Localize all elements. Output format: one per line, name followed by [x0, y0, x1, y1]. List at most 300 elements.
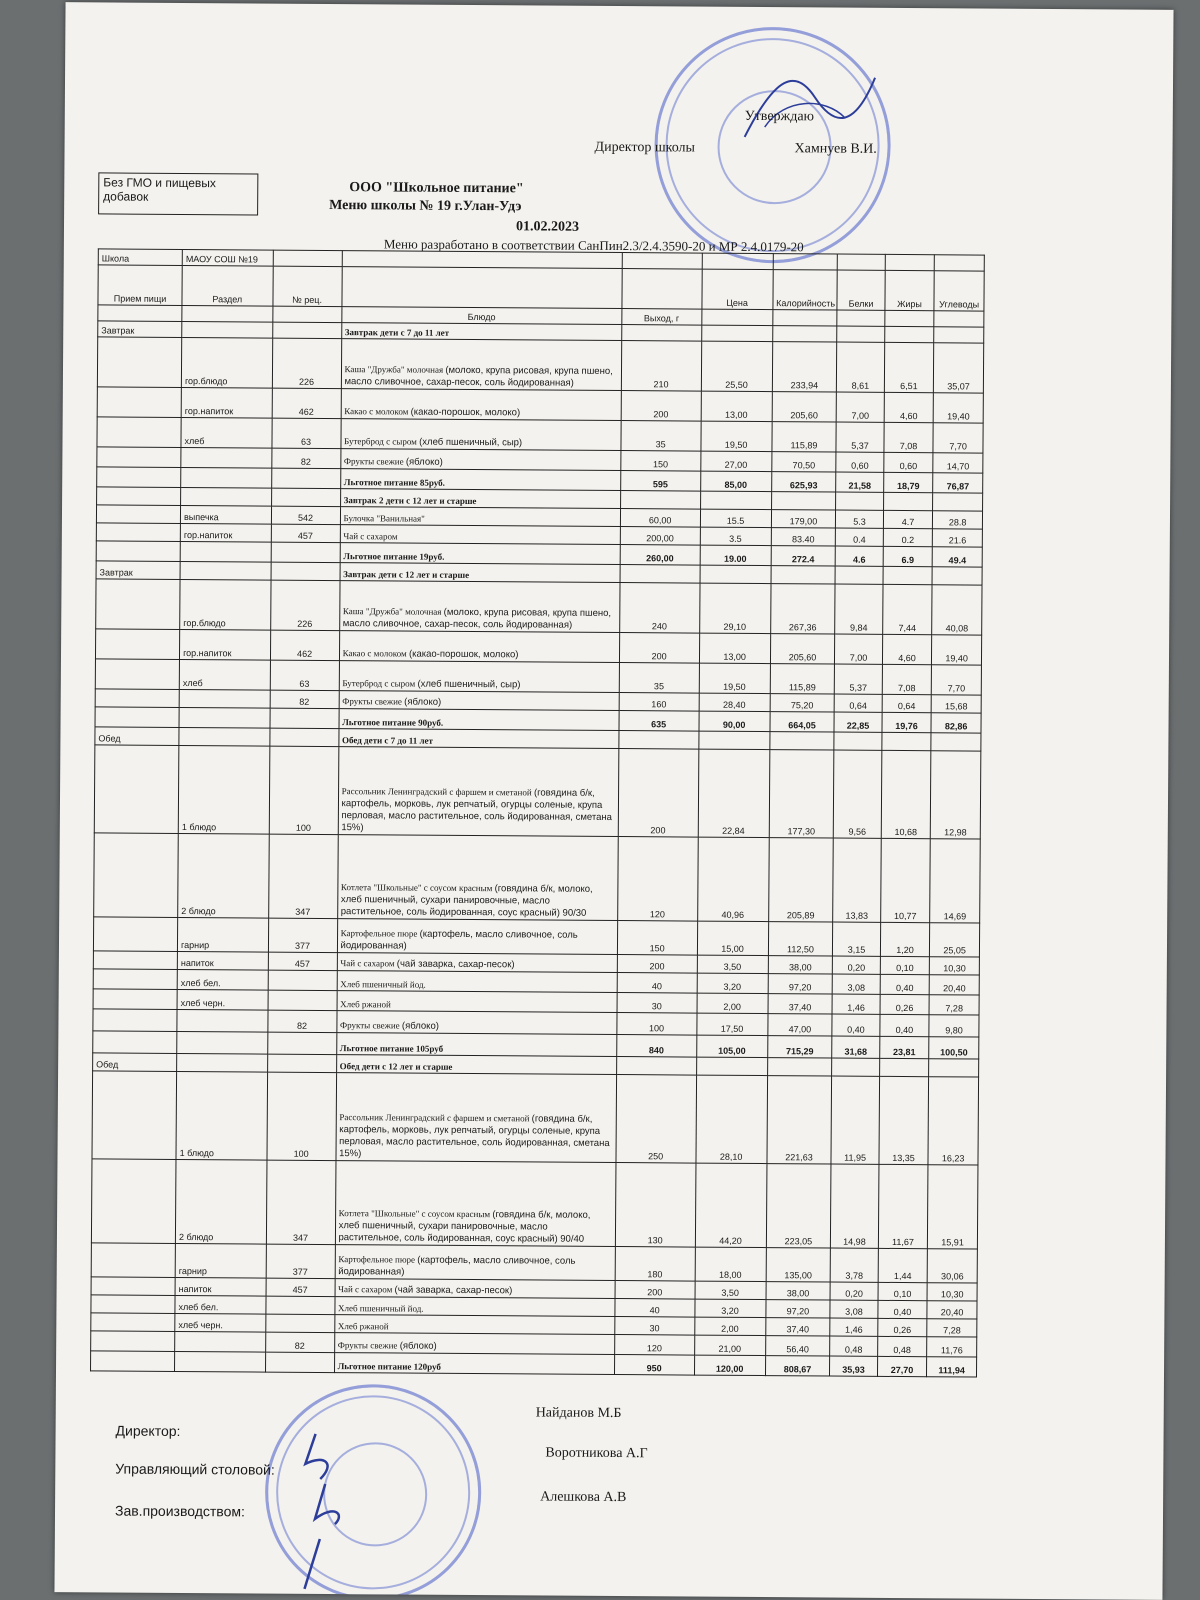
table-row — [96, 579, 982, 635]
cell-yield: 260,00 — [620, 545, 700, 566]
cell-carbs — [934, 327, 984, 343]
cell-price: 40,96 — [697, 837, 769, 921]
cell-yield: 840 — [617, 1035, 697, 1058]
cell-dish — [341, 339, 622, 391]
cell-fat: 0,64 — [882, 694, 932, 712]
sig-production-role: Зав.производством: — [114, 1502, 245, 1520]
cell-carbs: 9,80 — [929, 1015, 979, 1037]
cell-meal: Обед — [95, 727, 179, 746]
cell-protein: 11,95 — [831, 1076, 879, 1164]
cell-fat: 13,35 — [879, 1076, 929, 1164]
dish-composition: (картофель, масло сливочное, соль йодированная) — [340, 928, 578, 952]
cell-fat: 0,10 — [880, 956, 930, 974]
header-kcal: Калорийность — [773, 270, 838, 310]
cell-fat: 0,60 — [884, 452, 934, 472]
cell-fat: 7,08 — [884, 422, 934, 452]
cell-protein — [834, 732, 882, 750]
cell-recipe — [268, 990, 337, 1010]
cell-dish — [339, 631, 619, 663]
cell-meal — [93, 969, 177, 990]
cell-kcal: 221,63 — [767, 1076, 832, 1164]
cell-carbs: 10,30 — [927, 1283, 977, 1301]
cell-price: 29,10 — [699, 583, 770, 633]
cell-fat: 0,26 — [878, 1318, 928, 1336]
cell-protein: 3,08 — [832, 974, 880, 994]
dish-name: Чай с сахаром — [338, 1284, 393, 1295]
cell-meal — [93, 951, 177, 970]
cell-recipe: 462 — [272, 388, 341, 418]
cell-section: хлеб бел. — [177, 969, 268, 990]
cell-protein: 0,64 — [834, 694, 882, 712]
header-meal: Прием пищи — [98, 265, 182, 306]
header-section: Раздел — [182, 265, 273, 306]
cell-section: гор.блюдо — [180, 579, 271, 630]
cell-carbs: 15,91 — [928, 1165, 978, 1249]
cell-section — [179, 689, 270, 708]
cell-fat: 10,68 — [881, 750, 931, 838]
cell-yield: 160 — [619, 693, 699, 712]
cell-yield: 200,00 — [620, 527, 700, 546]
sig-canteen-name: Воротникова А.Г — [545, 1445, 648, 1462]
dish-composition: (молоко, крупа рисовая, крупа пшено, масло сливочное, сахар-песок, соль йодированная) — [344, 364, 613, 389]
cell-fat: 6.9 — [883, 546, 933, 566]
cell-carbs: 14,69 — [930, 839, 980, 923]
approval-line: Утверждаю — [744, 108, 815, 125]
cell-meal — [93, 1031, 177, 1054]
cell-section — [180, 561, 271, 580]
cell-dish — [340, 489, 620, 509]
cell-price: 2,00 — [694, 1317, 765, 1335]
cell-kcal: 179,00 — [771, 510, 836, 528]
cell-price: 28,10 — [696, 1075, 768, 1163]
cell-protein: 13,83 — [833, 838, 881, 922]
header-dish: Блюдо — [341, 307, 621, 325]
cell-price — [698, 731, 769, 749]
table-row — [91, 1159, 978, 1249]
cell-recipe — [265, 1314, 334, 1332]
approval-director-name: Хамнуев В.И. — [794, 141, 877, 157]
cell-section: напиток — [175, 1277, 266, 1296]
cell-kcal: 47,00 — [768, 1014, 833, 1036]
cell-protein: 21,58 — [836, 472, 884, 492]
dish-name: Льготное питание 120руб — [337, 1361, 442, 1372]
cell-dish — [340, 525, 620, 545]
cell-recipe: 226 — [270, 580, 339, 630]
header-row — [98, 265, 984, 311]
sig-canteen-role: Управляющий столовой: — [115, 1460, 275, 1478]
cell-meal — [95, 707, 179, 728]
cell-price: 44,20 — [695, 1163, 767, 1247]
cell-price: 25,50 — [701, 341, 772, 391]
cell-kcal: 664,05 — [770, 712, 835, 732]
cell-carbs: 35,07 — [934, 343, 984, 393]
cell-yield: 250 — [616, 1075, 696, 1164]
cell-protein: 3,08 — [830, 1300, 878, 1318]
cell-meal — [91, 1277, 175, 1296]
cell-fat: 7,44 — [882, 584, 932, 634]
cell-meal — [91, 1313, 175, 1332]
cell-kcal: 808,67 — [765, 1356, 830, 1376]
cell-recipe — [271, 562, 340, 580]
cell-price: 2,00 — [697, 993, 768, 1013]
cell-protein — [832, 1058, 880, 1076]
cell-dish — [335, 1279, 615, 1299]
cell-carbs: 7,70 — [933, 423, 983, 453]
cell-meal — [94, 745, 179, 834]
dish-composition: (говядина б/к, картофель, морковь, лук репчатый, огурцы соленые, крупа перловая, масло растительное, соль йодированная, сметана 15%) — [339, 1113, 610, 1160]
cell-recipe — [272, 322, 341, 338]
dish-composition: (молоко, крупа рисовая, крупа пшено, масло сливочное, сахар-песок, соль йодированная) — [342, 606, 612, 631]
cell-dish — [337, 991, 617, 1013]
cell-carbs: 49.4 — [932, 547, 982, 567]
cell-price — [700, 491, 771, 509]
cell-price: 3,20 — [697, 973, 768, 993]
dish-name: Рассольник Ленинградский с фаршем и сметаной — [339, 1112, 530, 1124]
cell-meal: Обед — [93, 1053, 177, 1072]
dish-composition: (яблоко) — [404, 696, 442, 708]
cell-carbs: 76,87 — [933, 473, 983, 493]
cell-carbs: 7,28 — [929, 995, 979, 1015]
cell-fat: 0.2 — [883, 528, 933, 546]
cell-dish — [337, 953, 617, 973]
cell-kcal: 115,89 — [770, 664, 835, 694]
menu-title: Меню школы № 19 г.Улан-Удэ — [329, 197, 522, 215]
cell-yield: 635 — [619, 711, 699, 732]
cell-dish — [337, 971, 617, 993]
cell-section: 2 блюдо — [175, 1159, 266, 1244]
cell-kcal: 205,60 — [772, 392, 837, 422]
cell-dish — [335, 1245, 615, 1281]
cell-carbs: 14,70 — [933, 453, 983, 473]
cell-price: 3,50 — [697, 955, 768, 973]
dish-composition: (чай заварка, сахар-песок) — [394, 1284, 513, 1297]
cell-kcal: 97,20 — [766, 1300, 831, 1318]
cell-kcal — [772, 326, 837, 342]
cell-carbs: 11,76 — [927, 1337, 977, 1357]
cell-section: хлеб черн. — [175, 1313, 266, 1332]
cell-price: 13,00 — [701, 391, 772, 421]
cell-yield: 210 — [621, 341, 701, 392]
menu-table — [90, 248, 985, 1377]
cell-yield: 120 — [614, 1335, 694, 1356]
dish-composition: (яблоко) — [399, 1340, 437, 1352]
cell-section — [181, 447, 272, 468]
document-page — [54, 2, 1173, 1600]
cell-protein: 8,61 — [837, 342, 885, 392]
cell-section: 1 блюдо — [178, 745, 269, 834]
cell-section: гарнир — [178, 917, 269, 952]
cell-meal — [97, 487, 181, 506]
dish-composition: (хлеб пшеничный, сыр) — [417, 678, 521, 691]
cell-dish — [334, 1333, 614, 1355]
cell-kcal: 75,20 — [770, 694, 835, 712]
cell-kcal: 223,05 — [766, 1164, 831, 1248]
cell-fat: 7,08 — [882, 664, 932, 694]
cell-section: хлеб черн. — [177, 989, 268, 1010]
dish-composition: (какао-порошок, молоко) — [410, 406, 521, 419]
cell-fat: 18,79 — [883, 472, 933, 492]
dish-composition: (яблоко) — [405, 456, 443, 468]
no-gmo-box: Без ГМО и пищевых добавок — [98, 172, 258, 215]
cell-kcal — [770, 732, 835, 750]
dish-composition: (хлеб пшеничный, сыр) — [419, 436, 523, 449]
cell-protein — [835, 566, 883, 584]
cell-protein: 35,93 — [830, 1356, 878, 1376]
dish-composition: (говядина б/к, молоко, хлеб пшеничный, сухари панировочные, масло растительное, соль йодированная, соус красный) 90/30 — [340, 883, 593, 919]
cell-dish — [339, 691, 619, 711]
cell-carbs: 20,40 — [927, 1301, 977, 1319]
dish-name: Льготное питание 85руб. — [343, 477, 445, 488]
signatures-ink — [274, 1424, 395, 1595]
cell-yield — [616, 1057, 696, 1076]
dish-name: Завтрак дети с 7 до 11 лет — [344, 327, 450, 338]
cell-kcal — [767, 1058, 832, 1076]
cell-price: 17,50 — [696, 1013, 767, 1035]
dish-name: Картофельное пюре — [338, 1254, 416, 1265]
cell-protein: 5.3 — [836, 510, 884, 528]
school-name: МАОУ СОШ №19 — [182, 249, 273, 266]
cell-recipe — [271, 488, 340, 506]
dish-name: Фрукты свежие — [339, 1020, 400, 1031]
cell-price: 120,00 — [694, 1355, 765, 1375]
cell-yield: 30 — [617, 993, 697, 1014]
cell-carbs: 82,86 — [931, 713, 981, 733]
cell-price: 27,00 — [700, 451, 771, 471]
cell-carbs: 100,50 — [929, 1037, 979, 1059]
cell-protein: 0,48 — [830, 1336, 878, 1356]
cell-dish — [340, 563, 620, 583]
cell-dish — [340, 507, 620, 527]
cell-section — [177, 1031, 268, 1054]
cell-meal — [91, 1159, 176, 1244]
cell-protein: 3,78 — [830, 1248, 878, 1282]
cell-recipe — [271, 542, 340, 562]
table-row — [94, 833, 981, 923]
dish-name: Льготное питание 90руб. — [342, 717, 444, 728]
cell-section — [182, 321, 273, 338]
dish-name: Фрукты свежие — [337, 1340, 398, 1351]
cell-recipe: 63 — [270, 660, 339, 690]
table-row — [92, 1071, 979, 1165]
dish-composition: (яблоко) — [401, 1020, 439, 1032]
cell-recipe — [265, 1352, 334, 1372]
cell-section — [175, 1351, 266, 1372]
cell-fat: 4,60 — [882, 634, 932, 664]
cell-price: 19,50 — [700, 421, 771, 451]
dish-name: Чай с сахаром — [340, 958, 395, 969]
cell-meal — [91, 1351, 175, 1372]
dish-name: Хлеб пшеничный йод. — [340, 979, 426, 990]
cell-price — [701, 325, 772, 341]
cell-kcal: 135,00 — [766, 1248, 831, 1282]
cell-section: 2 блюдо — [178, 833, 269, 918]
cell-recipe: 347 — [266, 1160, 336, 1244]
dish-name: Завтрак 2 дети с 12 лет и старше — [343, 495, 477, 507]
cell-carbs — [933, 493, 983, 511]
cell-carbs: 111,94 — [927, 1357, 977, 1377]
dish-name: Хлеб пшеничный йод. — [337, 1303, 424, 1314]
menu-date: 01.02.2023 — [515, 219, 580, 235]
cell-meal — [95, 689, 179, 708]
cell-recipe: 226 — [272, 338, 341, 388]
cell-fat: 0,10 — [878, 1282, 928, 1300]
cell-yield: 595 — [620, 471, 700, 492]
cell-protein: 1,46 — [832, 994, 880, 1014]
dish-name: Льготное питание 105руб — [339, 1043, 444, 1054]
cell-fat: 4,60 — [884, 392, 934, 422]
cell-dish — [338, 747, 619, 837]
cell-yield: 180 — [615, 1247, 695, 1282]
cell-yield: 35 — [619, 663, 699, 694]
cell-protein: 7,00 — [835, 634, 883, 664]
cell-meal: Завтрак — [98, 321, 182, 338]
cell-dish — [337, 919, 617, 955]
cell-carbs: 28.8 — [933, 511, 983, 529]
cell-fat: 11,67 — [878, 1164, 928, 1248]
sig-director-role: Директор: — [115, 1422, 181, 1439]
cell-meal — [97, 467, 181, 488]
cell-recipe: 82 — [265, 1332, 334, 1352]
cell-recipe: 377 — [266, 1244, 335, 1278]
cell-dish — [339, 581, 620, 633]
cell-meal — [96, 579, 180, 630]
cell-meal — [96, 505, 180, 524]
cell-carbs — [931, 733, 981, 751]
cell-kcal: 56,40 — [765, 1336, 830, 1356]
cell-section — [179, 727, 270, 746]
cell-yield: 150 — [617, 921, 697, 956]
cell-kcal: 715,29 — [767, 1036, 832, 1058]
cell-carbs: 30,06 — [927, 1249, 977, 1283]
dish-composition: (какао-порошок, молоко) — [408, 648, 519, 661]
sig-production-name: Алешкова А.В — [540, 1489, 627, 1506]
cell-section — [180, 541, 271, 562]
cell-recipe: 457 — [271, 524, 340, 542]
cell-section — [181, 487, 272, 506]
cell-section: выпечка — [180, 505, 271, 524]
cell-carbs: 40,08 — [932, 585, 982, 635]
cell-kcal: 115,89 — [772, 422, 837, 452]
cell-dish — [338, 729, 618, 749]
dish-name: Каша "Дружба" молочная — [342, 606, 442, 617]
cell-recipe: 63 — [272, 418, 341, 448]
cell-section: 1 блюдо — [176, 1071, 267, 1160]
cell-protein — [836, 492, 884, 510]
cell-carbs: 12,98 — [931, 751, 981, 839]
dish-composition: (говядина б/к, картофель, морковь, лук репчатый, огурцы соленые, крупа перловая, масло растительное, соль йодированная, сметана 15%) — [341, 787, 612, 834]
cell-kcal: 233,94 — [772, 342, 837, 392]
dish-name: Какао с молоком — [344, 406, 409, 417]
cell-protein: 0,40 — [832, 1014, 880, 1036]
cell-carbs — [932, 567, 982, 585]
cell-fat: 0,48 — [877, 1336, 927, 1356]
cell-protein: 4.6 — [835, 546, 883, 566]
cell-section: гор.напиток — [181, 387, 272, 418]
cell-dish — [334, 1315, 614, 1335]
cell-kcal: 38,00 — [768, 956, 833, 974]
cell-kcal: 37,40 — [768, 994, 833, 1014]
cell-kcal: 205,89 — [768, 838, 833, 922]
cell-meal — [93, 1009, 177, 1032]
cell-carbs: 25,05 — [930, 923, 980, 957]
cell-meal — [91, 1243, 175, 1278]
cell-dish — [340, 543, 620, 565]
cell-meal — [97, 417, 181, 448]
cell-yield: 35 — [621, 421, 701, 452]
cell-price: 85,00 — [700, 471, 771, 491]
cell-protein: 9,84 — [835, 584, 883, 634]
cell-recipe: 457 — [266, 1278, 335, 1296]
cell-yield — [619, 731, 699, 750]
cell-carbs: 7,28 — [927, 1319, 977, 1337]
cell-protein: 14,98 — [831, 1164, 879, 1248]
cell-kcal: 70,50 — [771, 452, 836, 472]
cell-recipe — [271, 468, 340, 488]
org-title: ООО "Школьное питание" — [349, 180, 524, 197]
dish-name: Фрукты свежие — [342, 696, 402, 707]
cell-recipe — [266, 1296, 335, 1314]
cell-carbs: 7,70 — [932, 665, 982, 695]
cell-dish — [341, 323, 621, 341]
cell-price: 22,84 — [698, 749, 770, 837]
cell-protein: 31,68 — [832, 1036, 880, 1058]
cell-dish — [341, 389, 621, 421]
cell-yield: 200 — [618, 749, 698, 838]
cell-meal — [95, 629, 179, 660]
cell-section: гор.блюдо — [181, 337, 272, 388]
cell-carbs: 19,40 — [932, 635, 982, 665]
cell-carbs: 20,40 — [929, 975, 979, 995]
cell-carbs: 16,23 — [928, 1077, 978, 1165]
dish-name: Картофельное пюре — [340, 928, 418, 939]
dish-name: Фрукты свежие — [343, 456, 404, 467]
cell-yield: 30 — [615, 1317, 695, 1336]
dish-name: Хлеб ржаной — [337, 1321, 389, 1332]
cell-price — [696, 1057, 767, 1075]
cell-recipe — [270, 708, 339, 728]
cell-fat: 1,20 — [880, 922, 930, 956]
approval-position: Директор школы — [594, 139, 696, 156]
cell-section: гор.напиток — [180, 523, 271, 542]
dish-name: Котлета "Школьные" с соусом красным — [340, 882, 493, 894]
cell-price: 15.5 — [700, 509, 771, 527]
cell-yield: 200 — [621, 391, 701, 422]
cell-price: 18,00 — [695, 1247, 766, 1281]
cell-recipe: 82 — [270, 690, 339, 708]
cell-fat: 0,40 — [880, 1014, 930, 1036]
cell-dish — [336, 1033, 616, 1057]
cell-protein: 0.4 — [836, 528, 884, 546]
cell-dish — [334, 1297, 614, 1317]
cell-section: хлеб — [179, 659, 270, 690]
dish-name: Хлеб ржаной — [340, 999, 391, 1010]
cell-carbs: 21.6 — [933, 529, 983, 547]
cell-protein — [837, 326, 885, 342]
dish-name: Обед дети с 7 до 11 лет — [341, 735, 433, 746]
cell-recipe: 542 — [271, 506, 340, 524]
cell-meal — [92, 1071, 177, 1160]
cell-carbs: 19,40 — [933, 393, 983, 423]
cell-kcal: 205,60 — [770, 634, 835, 664]
dish-name: Какао с молоком — [342, 648, 407, 659]
cell-yield: 130 — [615, 1163, 695, 1248]
cell-recipe: 82 — [267, 1010, 336, 1032]
cell-kcal: 37,40 — [765, 1318, 830, 1336]
cell-protein: 1,46 — [830, 1318, 878, 1336]
cell-dish — [336, 1011, 616, 1035]
cell-fat — [879, 1058, 929, 1076]
cell-meal — [95, 659, 179, 690]
